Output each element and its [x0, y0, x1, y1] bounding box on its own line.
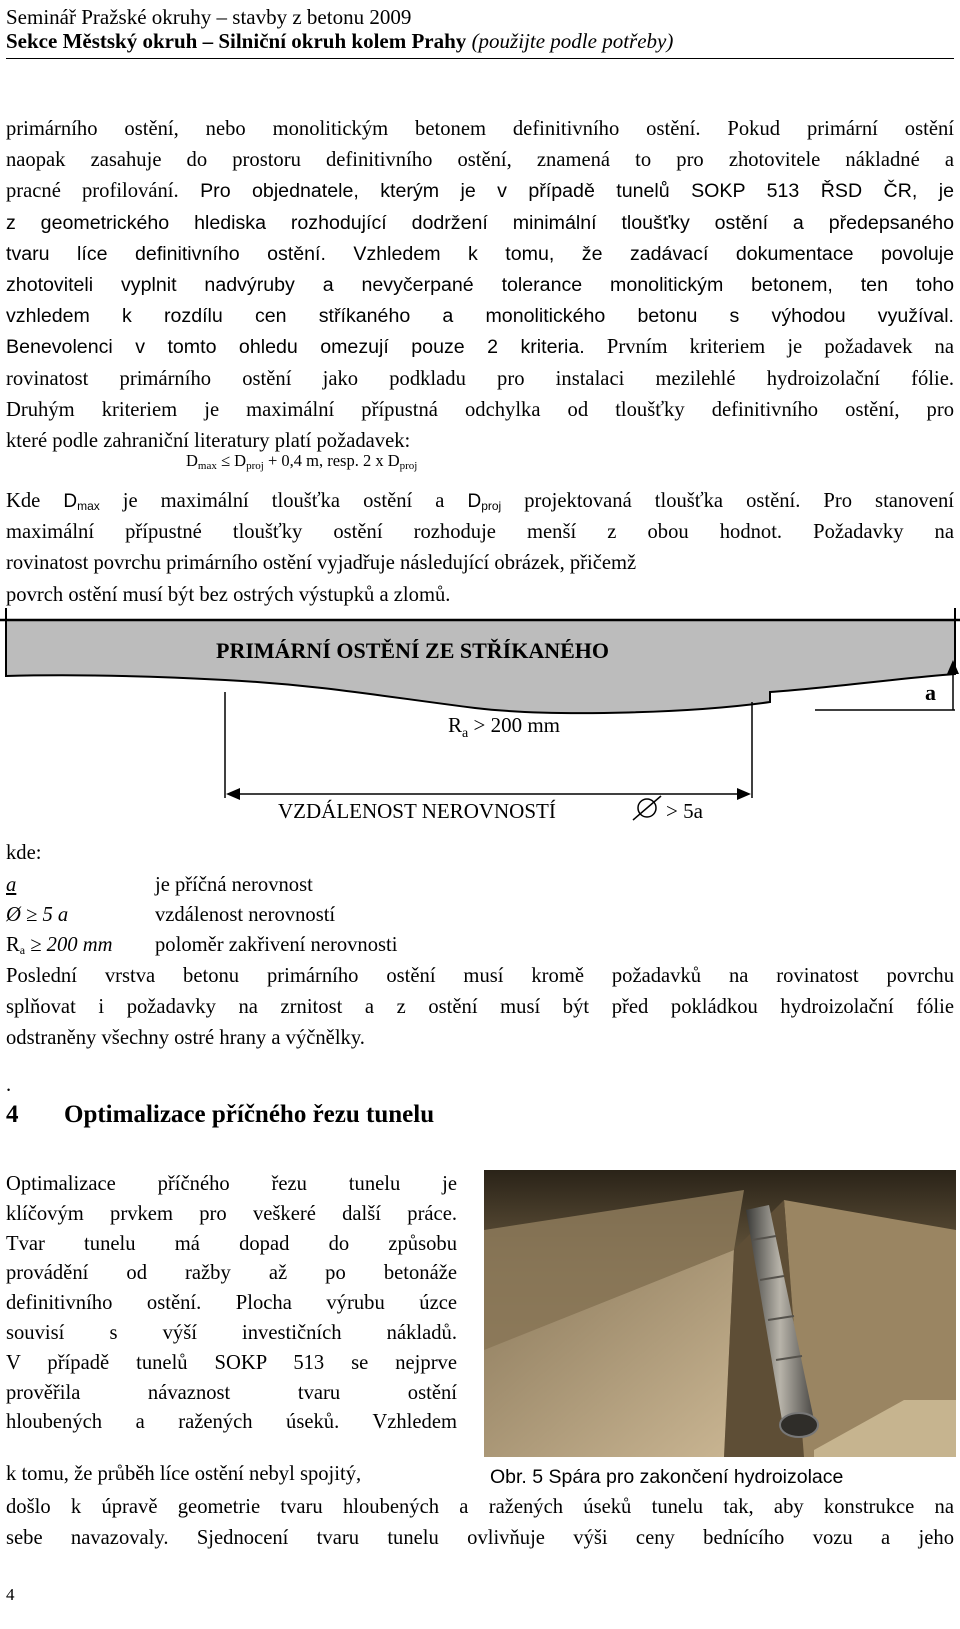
- photo-pipe-end: [780, 1413, 818, 1437]
- legend-description: je příčná nerovnost: [155, 874, 313, 896]
- distance-arrow-left: [226, 788, 240, 800]
- distance-value: > 5a: [666, 799, 703, 823]
- text-line: vzhledem k rozdílu cen stříkaného a monolitického betonu s výhodou využíval.: [6, 305, 954, 328]
- text-line: maximální přípustné tloušťky ostění rozhoduje menší z obou hodnot. Požadavky na: [6, 521, 954, 543]
- text-fragment: Kde: [6, 490, 64, 512]
- roughness-diagram: [0, 590, 960, 830]
- text-line: prověřila návaznost tvaru ostění: [6, 1381, 457, 1404]
- running-header-seminar: Seminář Pražské okruhy – stavby z betonu 2009: [6, 5, 412, 29]
- text-fragment: je maximální tloušťka ostění a: [99, 490, 468, 512]
- text-line: k tomu, že průběh líce ostění nebyl spojitý,: [6, 1463, 362, 1485]
- text-line: hloubených a ražených úseků. Vzhledem: [6, 1411, 457, 1434]
- text-fragment: Pro objednatele, kterým je v případě tunelů SOKP 513 ŘSD ČR, je: [178, 180, 954, 203]
- shotcrete-lining-shape: [6, 620, 955, 713]
- running-header-section-bold: Sekce Městský okruh – Silniční okruh kolem Prahy: [6, 29, 467, 53]
- text-line: Druhým kriteriem je maximální přípustná odchylka od tloušťky definitivního ostění, pro: [6, 398, 954, 421]
- legend-description: poloměr zakřivení nerovnosti: [155, 934, 398, 956]
- text-line: které podle zahraniční literatury platí požadavek:: [6, 429, 411, 452]
- formula-symbol: D: [186, 451, 198, 470]
- text-line: naopak zasahuje do prostoru definitivního ostění, znamená to pro zhotovitele nákladné a: [6, 149, 954, 172]
- running-header-section: [6, 28, 673, 54]
- legend-description: vzdálenost nerovností: [155, 904, 336, 926]
- legend-heading: kde:: [6, 842, 42, 864]
- text-fragment: Vzhledem k tomu, že zadávací dokumentace povoluje: [325, 242, 954, 265]
- running-header-section-note: (použijte podle potřeby): [471, 29, 674, 53]
- distance-label: [278, 799, 556, 823]
- stray-dot: .: [6, 1074, 12, 1096]
- text-line: provádění od ražby až po betonáže: [6, 1262, 457, 1285]
- paragraph-tolerances: [6, 114, 954, 457]
- tunnel-joint-photo: [484, 1170, 956, 1457]
- legend-symbol-sub: a: [19, 943, 26, 957]
- column-text: [6, 1170, 457, 1438]
- text-line: zhotoviteli vyplnit nadvýruby a nevyčerpané tolerance monolitickým betonem, ten toho: [6, 273, 954, 296]
- section-number: 4: [6, 1101, 19, 1128]
- text-line: [6, 239, 954, 270]
- diagram-title: PRIMÁRNÍ OSTĚNÍ ZE STŘÍKANÉHO: [216, 638, 610, 663]
- text-line: Optimalizace příčného řezu tunelu je: [6, 1173, 457, 1195]
- text-line: sebe navazovaly. Sjednocení tvaru tunelu ovlivňuje výši ceny bednícího vozu a jeho: [6, 1527, 954, 1549]
- text-fragment: tvaru líce definitivního ostění.: [6, 242, 326, 265]
- radius-label: [448, 713, 560, 741]
- text-line: [6, 176, 954, 207]
- page-number: 4: [6, 1585, 15, 1604]
- text-fragment: Benevolenci v tomto ohledu omezují pouze 2 kriteria.: [6, 336, 585, 359]
- text-line: Tvar tunelu má dopad do způsobu: [6, 1232, 457, 1255]
- radius-subscript: a: [462, 726, 469, 741]
- distance-text: VZDÁLENOST NEROVNOSTÍ: [278, 799, 556, 823]
- symbol-subscript: max: [77, 499, 100, 513]
- text-line: Poslední vrstva betonu primárního ostění musí kromě požadavků na rovinatost povrchu: [6, 965, 954, 987]
- a-label: a: [925, 680, 936, 705]
- legend-symbol: Ø ≥ 5 a: [6, 904, 69, 926]
- header-rule: [6, 58, 954, 59]
- radius-value: > 200 mm: [468, 713, 560, 737]
- section-heading: [6, 1100, 434, 1130]
- distance-arrow-right: [737, 788, 751, 800]
- text-line: došlo k úpravě geometrie tvaru hloubených a ražených úseků tunelu tak, aby konstrukce na: [6, 1496, 954, 1518]
- text-line: odstraněny všechny ostré hrany a výčnělky.: [6, 1027, 365, 1049]
- text-fragment: Prvním kriteriem je požadavek na: [584, 336, 954, 359]
- text-line: primárního ostění, nebo monolitickým betonem definitivního ostění. Pokud primární ostění: [6, 118, 954, 140]
- text-line: definitivního ostění. Plocha výrubu úzce: [6, 1292, 457, 1315]
- text-line: souvisí s výší investičních nákladů.: [6, 1321, 457, 1344]
- legend-symbol-r: R: [6, 934, 20, 956]
- text-fragment: projektovaná tloušťka ostění. Pro stanovení: [501, 490, 954, 512]
- formula-subscript: proj: [246, 460, 264, 472]
- formula-subscript: proj: [399, 460, 418, 472]
- symbol-subscript: proj: [481, 499, 502, 513]
- text-line: V případě tunelů SOKP 513 se nejprve: [6, 1351, 457, 1374]
- formula-rest: + 0,4 m, resp. 2 x D: [263, 451, 400, 470]
- text-line: rovinatost povrchu primárního ostění vyjadřuje následující obrázek, přičemž: [6, 552, 637, 574]
- formula-relation: ≤ D: [216, 451, 247, 470]
- text-line: z geometrického hlediska rozhodující dodržení minimální tloušťky ostění a předepsaného: [6, 211, 954, 234]
- text-line: splňovat i požadavky na zrnitost a z ostění musí být před pokládkou hydroizolační fólie: [6, 996, 954, 1018]
- section-title: Optimalizace příčného řezu tunelu: [64, 1101, 435, 1128]
- legend-symbol-value: ≥ 200 mm: [25, 934, 113, 956]
- text-line: rovinatost primárního ostění jako podkladu pro instalaci mezilehlé hydroizolační fólie.: [6, 367, 954, 390]
- text-line: [6, 332, 954, 363]
- figure-caption: Obr. 5 Spára pro zakončení hydroizolace: [490, 1466, 844, 1488]
- radius-symbol: R: [448, 713, 463, 737]
- text-fragment: pracné profilování.: [6, 180, 179, 203]
- formula-max-thickness: [186, 450, 417, 477]
- text-line: klíčovým prvkem pro veškeré další práce.: [6, 1202, 457, 1225]
- symbol-d: D: [63, 491, 78, 512]
- legend-symbol: a: [6, 874, 17, 896]
- symbol-d: D: [467, 491, 482, 512]
- text-line: povrch ostění musí být bez ostrých výstupků a zlomů.: [6, 584, 451, 606]
- formula-subscript: max: [197, 460, 217, 472]
- legend-symbol: [6, 930, 112, 965]
